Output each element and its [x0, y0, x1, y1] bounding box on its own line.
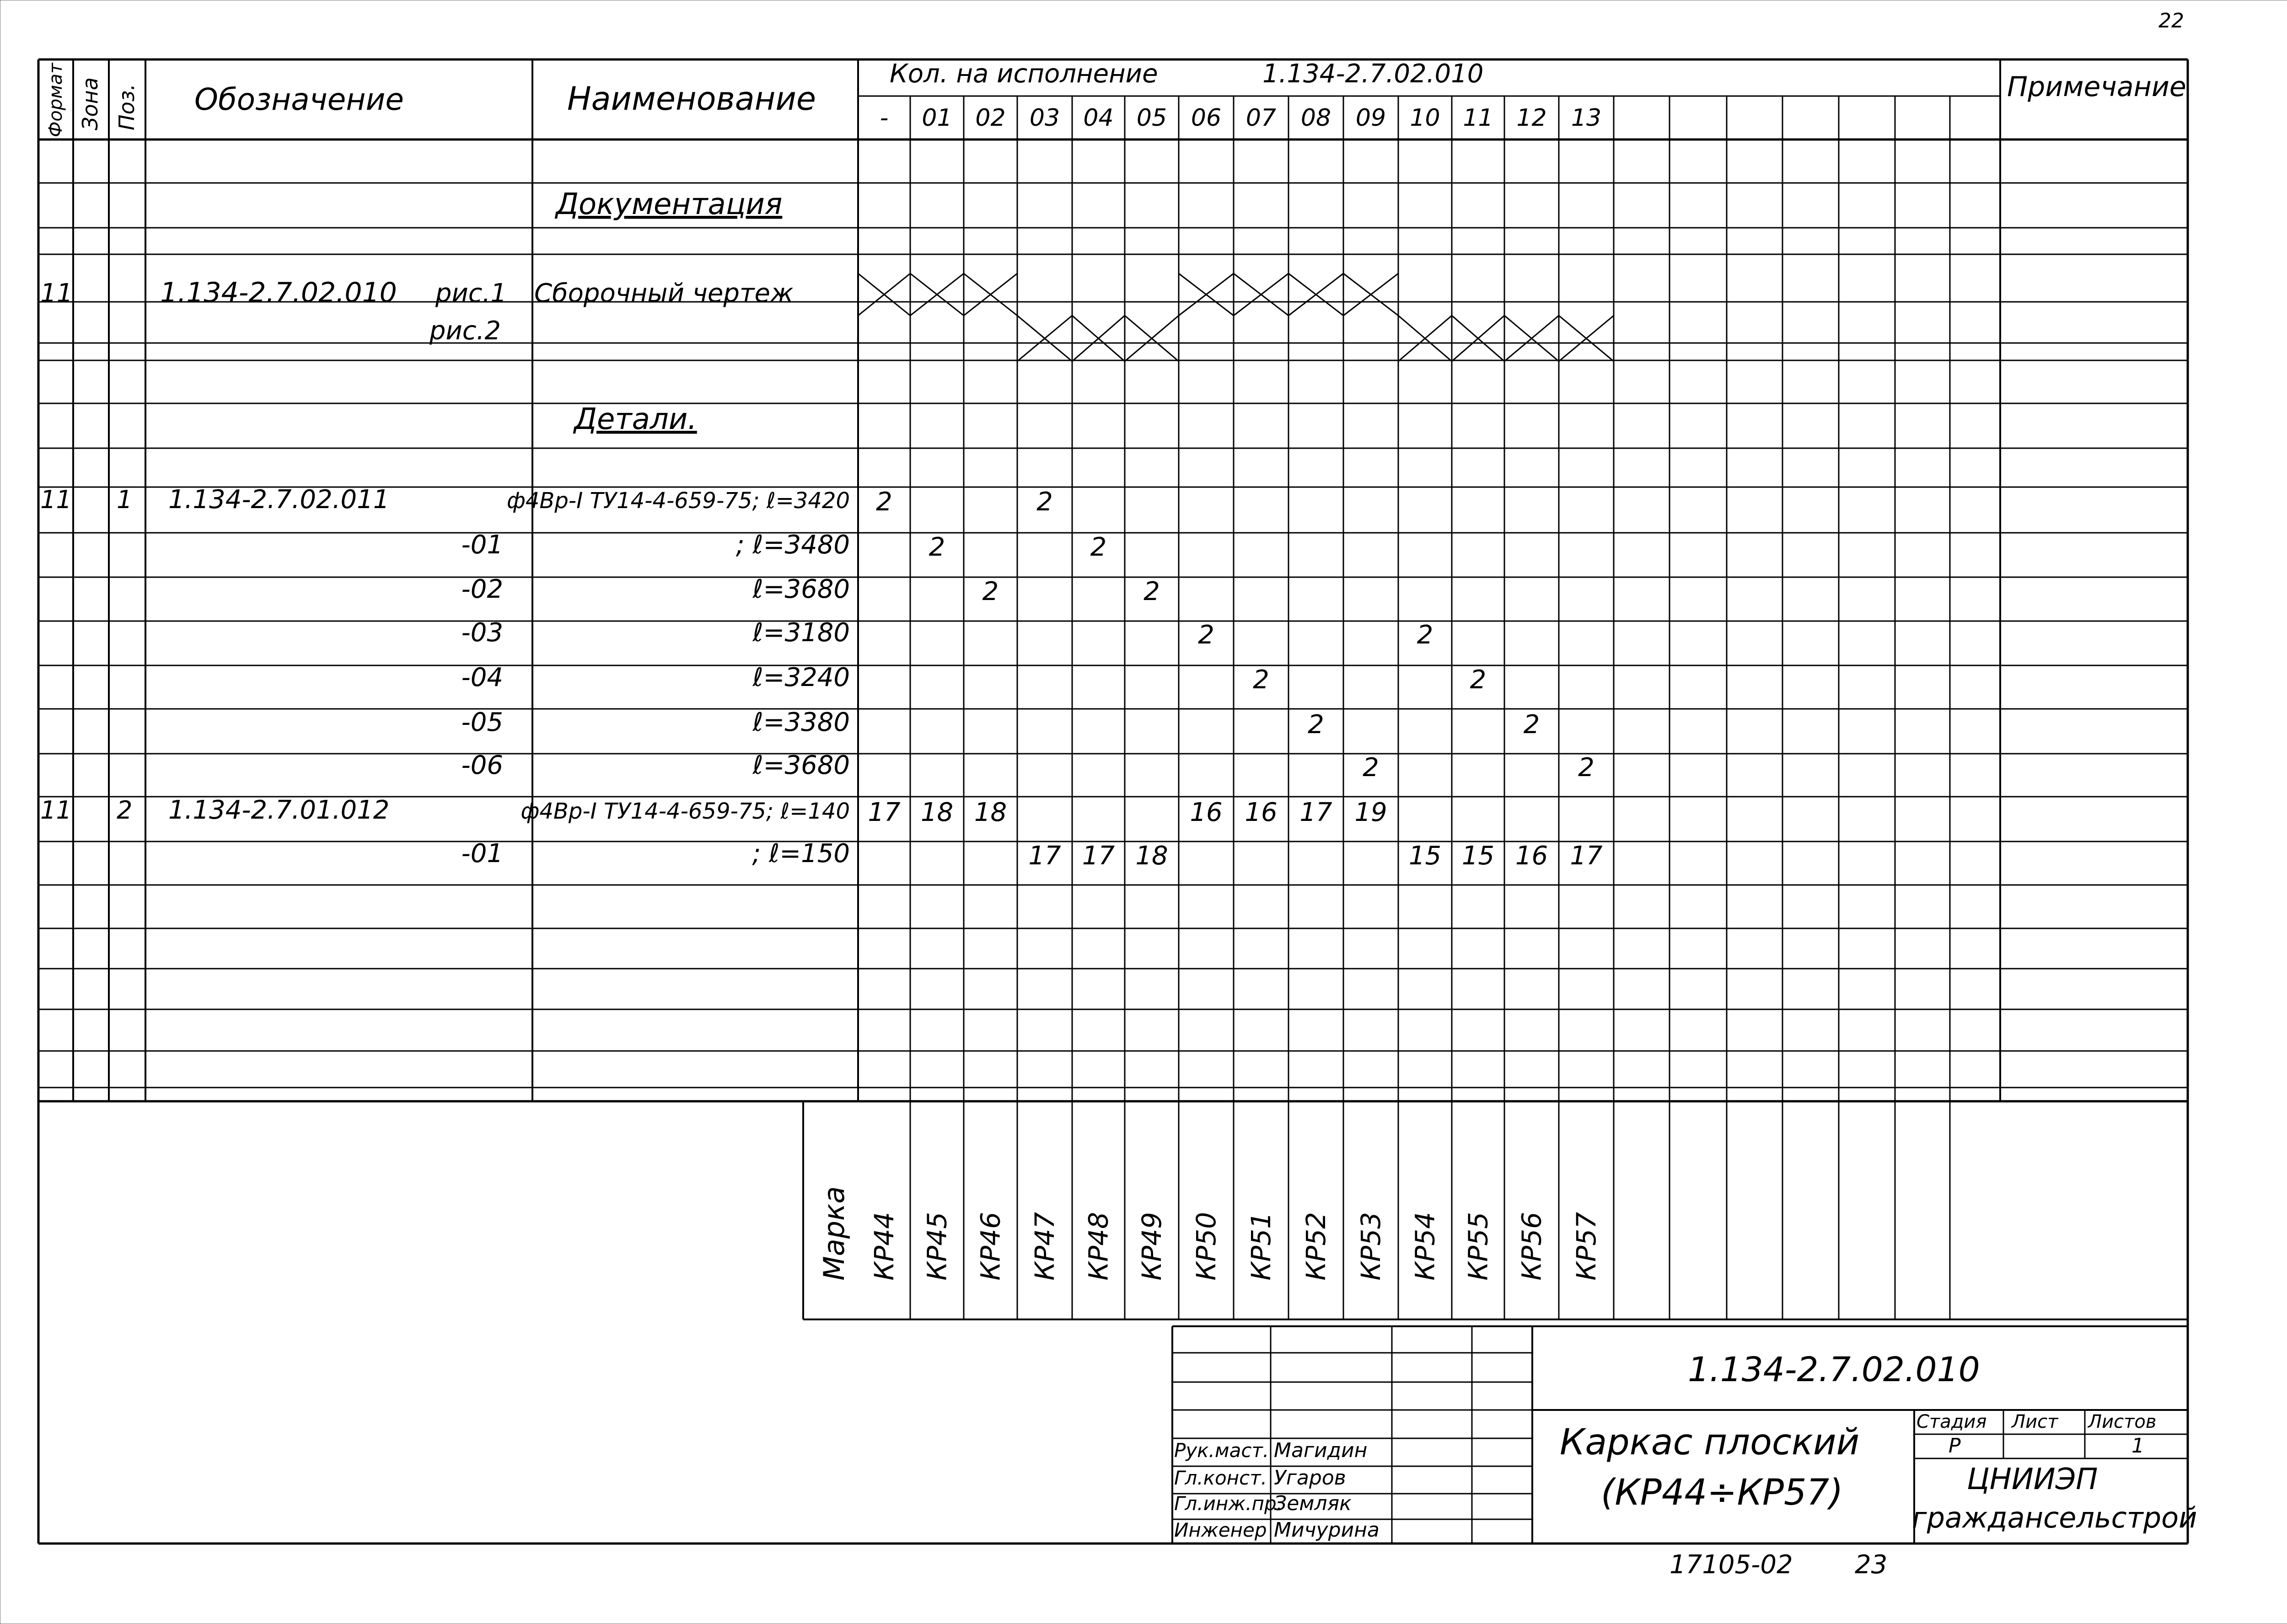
header-pos: Поз.: [114, 84, 139, 130]
row-name: ℓ=3240: [752, 663, 850, 692]
row-designation: -05: [461, 707, 503, 737]
page-number: 22: [2158, 9, 2184, 32]
qty-cell: 19: [1354, 798, 1387, 827]
qty-cell: 18: [1135, 841, 1168, 871]
mark-1: КР45: [921, 1212, 953, 1281]
qty-cell: 2: [1253, 665, 1269, 695]
variant-header-5: 05: [1136, 104, 1167, 132]
variant-header-2: 02: [975, 104, 1006, 132]
section-documentation: Документация: [556, 188, 783, 221]
signature-row: [1174, 1518, 1380, 1542]
row-format: 11: [40, 796, 72, 825]
variant-header-6: 06: [1191, 104, 1222, 132]
mark-7: КР51: [1246, 1212, 1277, 1281]
tb-stage-label: Стадия: [1917, 1411, 1987, 1432]
table-row: [462, 663, 1487, 695]
qty-cell: 2: [1198, 620, 1214, 650]
header-zone: Зона: [78, 77, 102, 130]
signature-row: [1174, 1492, 1352, 1515]
doc-fig1: рис.1: [435, 279, 507, 308]
table-body: [40, 485, 1603, 871]
header-qty-doc: 1.134-2.7.02.010: [1262, 59, 1484, 89]
qty-cell: 17: [1082, 841, 1115, 871]
tb-sheets-value: 1: [2131, 1434, 2144, 1458]
mark-9: КР53: [1355, 1212, 1386, 1281]
row-designation: -02: [461, 574, 503, 604]
qty-cell: 16: [1515, 841, 1548, 871]
qty-cell: 18: [974, 798, 1007, 827]
qty-cell: 17: [1028, 841, 1061, 871]
marks-list: [869, 1212, 1602, 1281]
mark-13: КР57: [1571, 1212, 1602, 1281]
table-row: [40, 795, 1387, 827]
section-details: Детали.: [574, 402, 697, 436]
signature-row: [1174, 1466, 1346, 1490]
table-row: [40, 485, 1053, 517]
row-designation: 1.134-2.7.01.012: [168, 795, 390, 825]
table-row: [462, 839, 1603, 871]
qty-cell: 2: [1308, 710, 1324, 740]
tb-title-line1: Каркас плоский: [1560, 1422, 1860, 1463]
header-designation: Обозначение: [194, 82, 404, 117]
table-row: [462, 530, 1107, 562]
row-designation: 1.134-2.7.02.011: [168, 485, 390, 515]
qty-cell: 2: [1417, 620, 1433, 650]
row-name: ℓ=3680: [752, 574, 850, 604]
header-name: Наименование: [567, 80, 816, 118]
footer-page: 23: [1855, 1550, 1888, 1580]
mark-11: КР55: [1462, 1212, 1494, 1281]
signature-role: Гл.инж.пр.: [1174, 1492, 1283, 1515]
variant-header-7: 07: [1246, 104, 1277, 132]
row-format: 11: [40, 485, 72, 514]
signature-name: Земляк: [1274, 1492, 1352, 1515]
qty-cell: 2: [1036, 487, 1053, 517]
mark-8: КР52: [1300, 1212, 1331, 1281]
mark-12: КР56: [1516, 1212, 1547, 1281]
signature-role: Гл.конст.: [1174, 1467, 1267, 1489]
variant-header-1: 01: [922, 104, 952, 132]
header-format: Формат: [45, 63, 66, 137]
row-name: ℓ=3680: [752, 750, 850, 780]
variant-header-4: 04: [1083, 104, 1114, 132]
qty-cell: 2: [1090, 532, 1107, 562]
doc-format: 11: [40, 279, 73, 308]
tb-doc-number: 1.134-2.7.02.010: [1688, 1350, 1980, 1389]
tb-sheets-label: Листов: [2088, 1411, 2157, 1432]
row-name: ; ℓ=3480: [735, 530, 850, 560]
variant-headers: [880, 104, 1601, 132]
row-name: ; ℓ=150: [752, 839, 850, 868]
doc-fig2: рис.2: [429, 316, 501, 346]
qty-cell: 16: [1190, 798, 1223, 827]
signature-name: Магидин: [1274, 1439, 1368, 1462]
tb-stage-value: Р: [1949, 1434, 1961, 1458]
footer-code: 17105-02: [1670, 1550, 1793, 1580]
mark-2: КР46: [975, 1212, 1006, 1281]
mark-4: КР48: [1083, 1212, 1114, 1281]
assembly-drawing-marks: [858, 273, 1614, 361]
table-row: [462, 707, 1540, 740]
tb-title-line2: (КР44÷КР57): [1601, 1472, 1843, 1513]
tb-sheet-label: Лист: [2012, 1411, 2058, 1432]
variant-header-8: 08: [1300, 104, 1331, 132]
row-designation: -01: [461, 530, 503, 560]
mark-0: КР44: [869, 1212, 900, 1281]
qty-cell: 2: [982, 577, 999, 606]
row-pos: 1: [117, 485, 133, 514]
mark-5: КР49: [1136, 1212, 1167, 1281]
qty-cell: 15: [1408, 841, 1442, 871]
row-designation: -04: [461, 663, 503, 692]
row-name: ℓ=3180: [752, 618, 850, 648]
variant-header-13: 13: [1571, 104, 1602, 132]
row-designation: -01: [461, 839, 503, 868]
mark-10: КР54: [1409, 1212, 1441, 1281]
qty-cell: 2: [876, 487, 892, 517]
table-row: [462, 574, 1160, 606]
signature-name: Угаров: [1274, 1466, 1346, 1490]
table-row: [462, 618, 1433, 650]
variant-header-3: 03: [1029, 104, 1060, 132]
qty-cell: 2: [929, 532, 945, 562]
qty-cell: 2: [1363, 753, 1379, 783]
variant-header-10: 10: [1410, 104, 1440, 132]
row-designation: -03: [461, 618, 503, 648]
row-name: ф4Вр-I ТУ14-4-659-75; ℓ=3420: [506, 488, 850, 514]
doc-name: Сборочный чертеж: [534, 279, 794, 308]
row-name: ℓ=3380: [752, 707, 850, 737]
signature-role: Рук.маст.: [1174, 1439, 1269, 1462]
mark-6: КР50: [1191, 1212, 1222, 1281]
qty-cell: 2: [1144, 577, 1160, 606]
row-designation: -06: [461, 750, 503, 780]
variant-header-12: 12: [1516, 104, 1547, 132]
marks-label: Марка: [817, 1186, 851, 1281]
qty-cell: 2: [1470, 665, 1487, 695]
variant-header-11: 11: [1463, 104, 1493, 132]
header-note: Примечание: [2007, 71, 2186, 103]
qty-cell: 2: [1578, 753, 1594, 783]
row-name: ф4Вр-I ТУ14-4-659-75; ℓ=140: [521, 799, 850, 824]
marks-band-frame: [803, 1101, 2188, 1319]
qty-cell: 17: [868, 798, 901, 827]
qty-cell: 2: [1523, 710, 1540, 740]
doc-designation: 1.134-2.7.02.010: [160, 277, 397, 309]
qty-cell: 17: [1570, 841, 1603, 871]
signature-role: Инженер: [1174, 1519, 1267, 1541]
variant-header-9: 09: [1355, 104, 1386, 132]
table-column-lines: [73, 59, 2000, 1101]
table-row: [462, 750, 1594, 783]
signature-name: Мичурина: [1274, 1518, 1380, 1542]
row-pos: 2: [117, 796, 133, 825]
title-block-rows: [1172, 1353, 1532, 1542]
qty-cell: 16: [1245, 798, 1278, 827]
qty-cell: 15: [1461, 841, 1495, 871]
qty-cell: 17: [1299, 798, 1332, 827]
tb-org-line1: ЦНИИЭП: [1967, 1463, 2098, 1496]
mark-3: КР47: [1029, 1212, 1060, 1281]
qty-cell: 18: [920, 798, 954, 827]
tb-org-line2: граждансельстрой: [1912, 1501, 2197, 1534]
header-qty-title: Кол. на исполнение: [890, 59, 1158, 89]
variant-header-0: -: [880, 104, 889, 132]
